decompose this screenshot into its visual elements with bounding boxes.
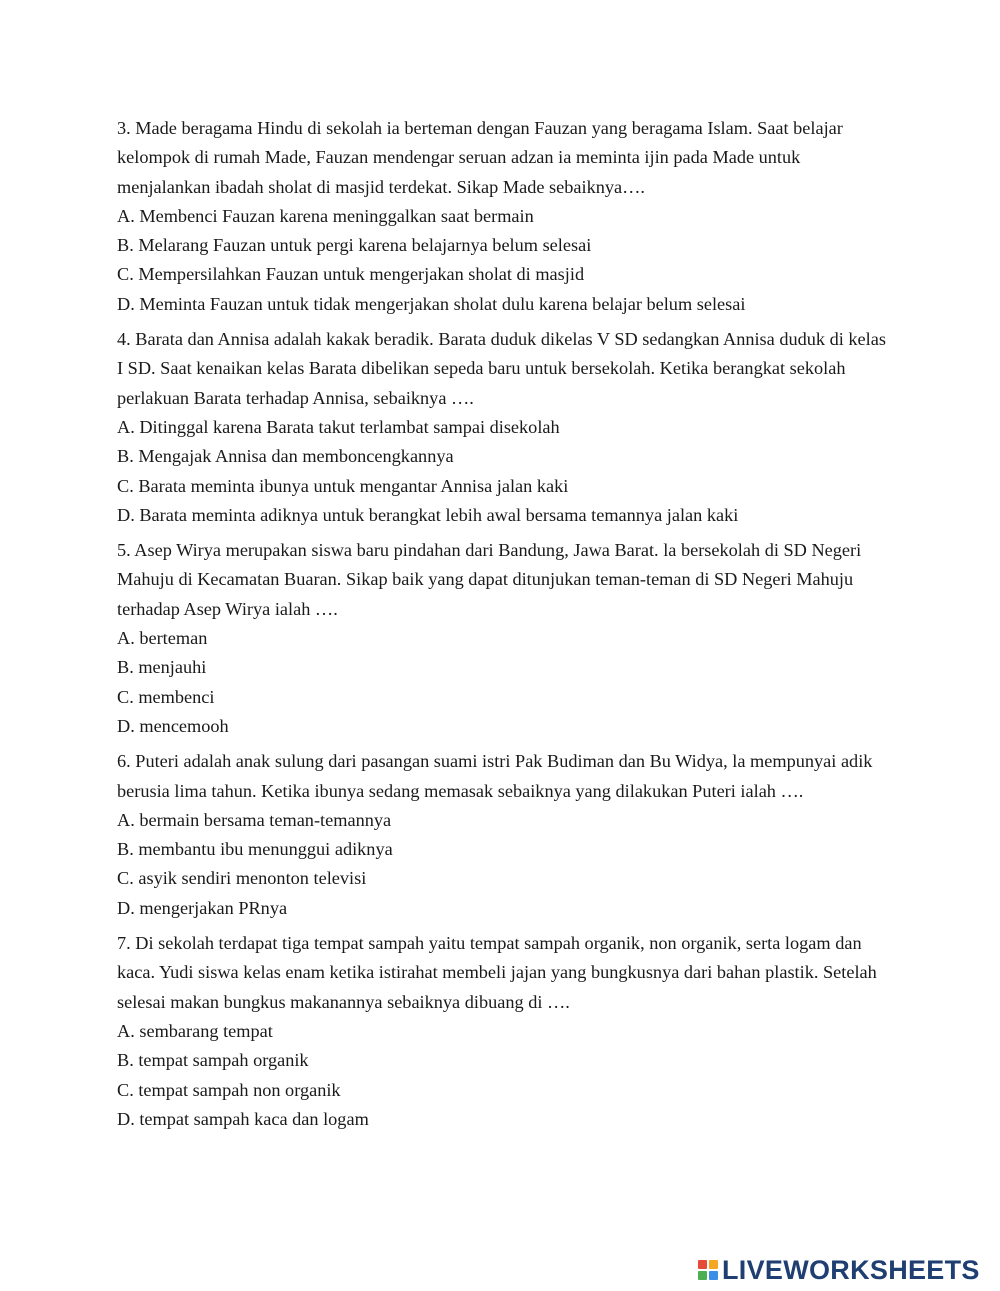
question-3 [117,114,887,319]
option-b: B. membantu ibu menunggui adiknya [117,839,393,860]
question-5 [117,536,887,741]
option-d: D. tempat sampah kaca dan logam [117,1108,369,1129]
option-c: C. asyik sendiri menonton televisi [117,868,367,889]
liveworksheets-branding [698,1255,980,1285]
question-7 [117,929,887,1134]
option-c: C. Mempersilahkan Fauzan untuk mengerjakan sholat di masjid [117,264,585,285]
option-d: D. Meminta Fauzan untuk tidak mengerjakan sholat dulu karena belajar belum selesai [117,293,746,314]
option-a: A. Ditinggal karena Barata takut terlambat sampai disekolah [117,416,560,437]
option-a: A. sembarang tempat [117,1020,273,1041]
liveworksheets-logo-icon [698,1260,718,1280]
option-b: B. tempat sampah organik [117,1050,309,1071]
question-4 [117,325,887,530]
logo-tile [709,1260,718,1269]
logo-tile [698,1260,707,1269]
option-d: D. Barata meminta adiknya untuk berangkat lebih awal bersama temannya jalan kaki [117,504,739,525]
option-d: D. mengerjakan PRnya [117,897,288,918]
question-text: 7. Di sekolah terdapat tiga tempat sampah yaitu tempat sampah organik, non organik, serta logam dan kaca. Yudi siswa kelas enam ketika istirahat membeli jajan yang bungkusnya dari bahan plastik. Setelah selesai makan bungkus makanannya sebaiknya dibuang di …. [117,933,877,1012]
option-a: A. bermain bersama teman-temannya [117,809,392,830]
answer-options [117,624,887,741]
option-c: C. tempat sampah non organik [117,1079,341,1100]
option-b: B. Melarang Fauzan untuk pergi karena belajarnya belum selesai [117,235,592,256]
answer-options [117,1017,887,1134]
option-c: C. Barata meminta ibunya untuk mengantar Annisa jalan kaki [117,475,569,496]
option-a: A. Membenci Fauzan karena meninggalkan saat bermain [117,205,534,226]
option-c: C. membenci [117,686,215,707]
option-b: B. Mengajak Annisa dan memboncengkannya [117,446,454,467]
question-text: 3. Made beragama Hindu di sekolah ia berteman dengan Fauzan yang beragama Islam. Saat belajar kelompok di rumah Made, Fauzan mendengar seruan adzan ia meminta ijin pada Made untuk menjalankan ibadah sholat di masjid terdekat. Sikap Made sebaiknya…. [117,118,843,197]
question-text: 6. Puteri adalah anak sulung dari pasangan suami istri Pak Budiman dan Bu Widya, la mempunyai adik berusia lima tahun. Ketika ibunya sedang memasak sebaiknya yang dilakukan Puteri ialah …. [117,751,873,801]
worksheet [117,114,887,1140]
answer-options [117,202,887,319]
brand-name: LIVEWORKSHEETS [722,1254,980,1285]
option-d: D. mencemooh [117,715,229,736]
logo-tile [709,1271,718,1280]
question-text: 5. Asep Wirya merupakan siswa baru pindahan dari Bandung, Jawa Barat. la bersekolah di SD Negeri Mahuju di Kecamatan Buaran. Sikap baik yang dapat ditunjukan teman-teman di SD Negeri Mahuju terhadap Asep Wirya ialah …. [117,540,862,619]
question-text: 4. Barata dan Annisa adalah kakak beradik. Barata duduk dikelas V SD sedangkan Annisa duduk di kelas I SD. Saat kenaikan kelas Barata dibelikan sepeda baru untuk bersekolah. Ketika berangkat sekolah perlakuan Barata terhadap Annisa, sebaiknya …. [117,329,886,408]
question-6 [117,747,887,923]
option-a: A. berteman [117,628,208,649]
answer-options [117,413,887,530]
option-b: B. menjauhi [117,657,207,678]
logo-tile [698,1271,707,1280]
answer-options [117,806,887,923]
